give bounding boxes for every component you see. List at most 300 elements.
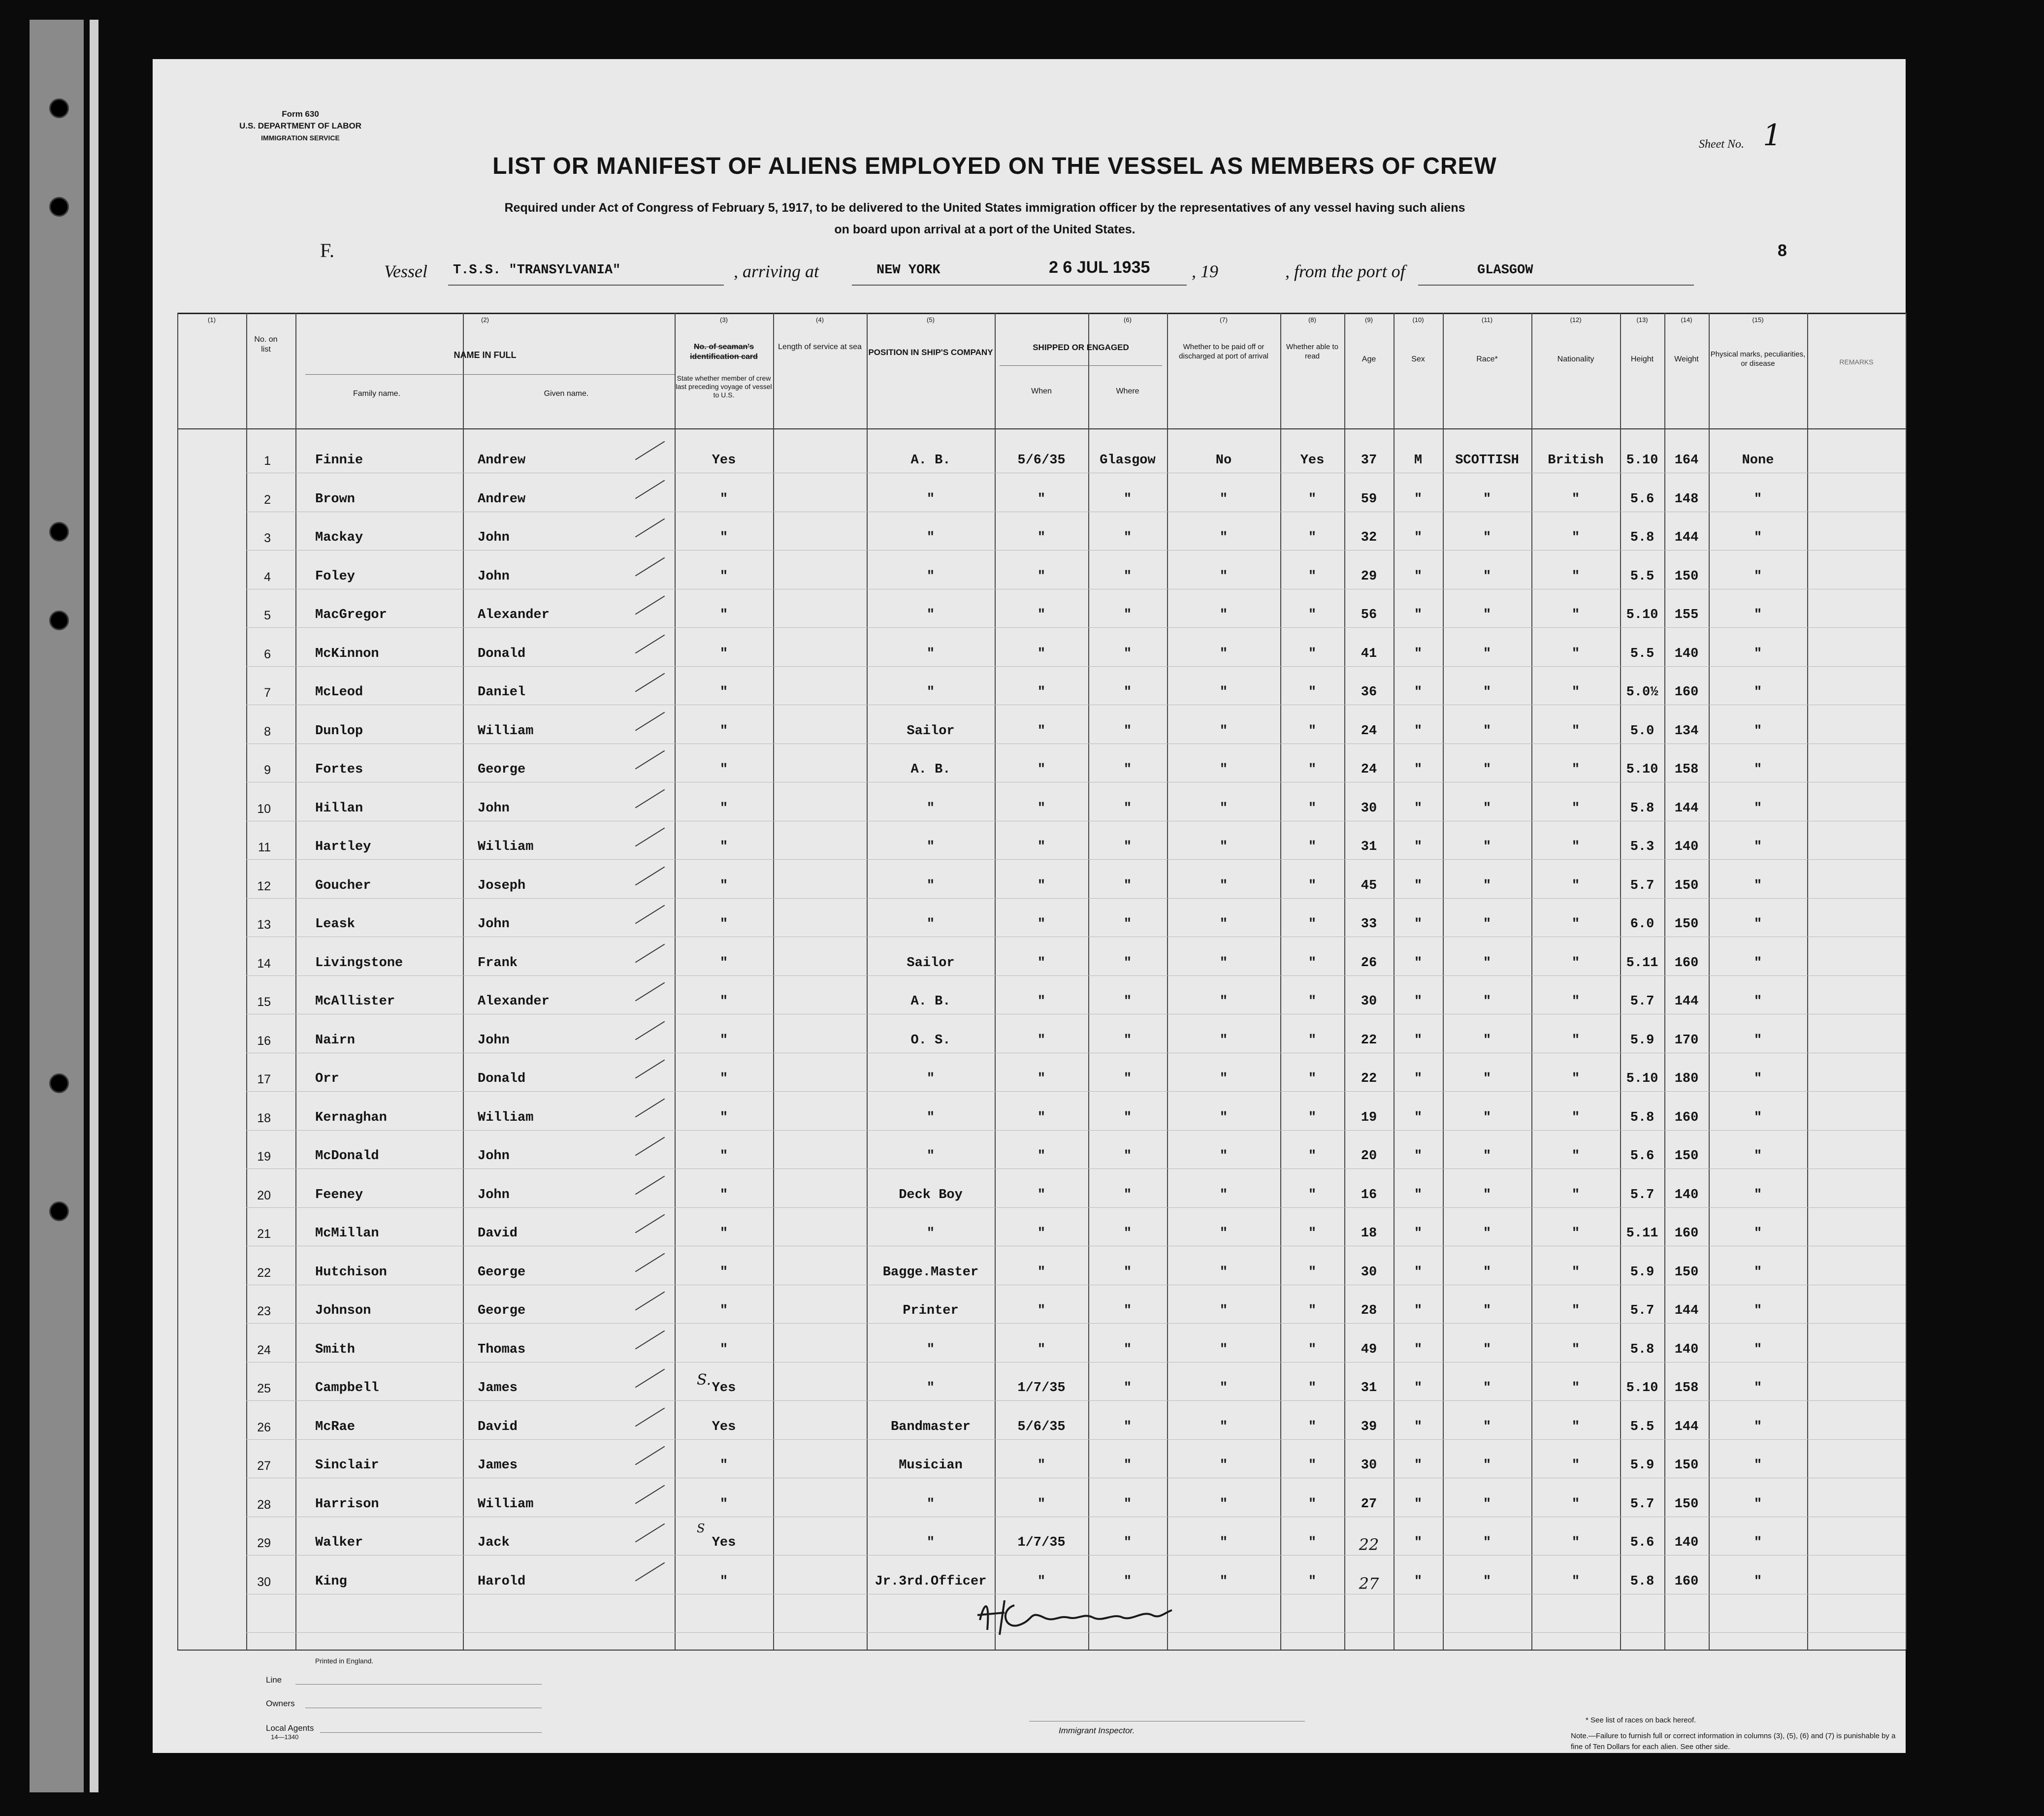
cell-paid: " xyxy=(1219,569,1228,584)
cell-paid: " xyxy=(1219,1574,1228,1589)
cell-paid: " xyxy=(1219,878,1228,893)
cell-physical: " xyxy=(1753,1071,1762,1086)
column-number: (10) xyxy=(1412,316,1424,324)
cell-paid: " xyxy=(1219,840,1228,854)
check-mark xyxy=(635,596,665,615)
cell-family: Mackay xyxy=(315,530,363,545)
row-number: 11 xyxy=(258,841,271,854)
cell-paid: " xyxy=(1219,917,1228,932)
cell-nationality: " xyxy=(1571,1419,1580,1434)
cell-race: SCOTTISH xyxy=(1455,453,1519,468)
cell-nationality: " xyxy=(1571,878,1580,893)
cell-height: 5.3 xyxy=(1630,840,1655,854)
row-number: 20 xyxy=(257,1188,271,1202)
cell-nationality: " xyxy=(1571,569,1580,584)
cell-paid: " xyxy=(1219,646,1228,661)
cell-sex: " xyxy=(1414,1149,1423,1164)
cell-prev: " xyxy=(719,723,728,739)
cell-paid: " xyxy=(1219,955,1228,971)
cell-age: 19 xyxy=(1361,1110,1377,1125)
cell-position: " xyxy=(926,530,935,545)
cell-height: 5.9 xyxy=(1630,1458,1655,1473)
cell-prev: " xyxy=(719,1071,728,1086)
table-bottom-border xyxy=(177,1650,1906,1651)
cell-nationality: " xyxy=(1571,1033,1580,1048)
header-given-name: Given name. xyxy=(544,389,589,398)
cell-given: Joseph xyxy=(478,878,526,893)
cell-read: " xyxy=(1308,1149,1317,1164)
cell-age: 28 xyxy=(1361,1303,1377,1318)
row-rule xyxy=(246,1168,1906,1169)
year-label: , 19 xyxy=(1192,261,1218,281)
cell-family: King xyxy=(315,1574,347,1589)
cell-nationality: " xyxy=(1571,1381,1580,1395)
cell-prev: Yes xyxy=(712,1381,736,1395)
cell-when: " xyxy=(1037,1265,1046,1280)
row-number: 26 xyxy=(257,1420,271,1434)
cell-family: Dunlop xyxy=(315,723,363,739)
check-mark xyxy=(635,634,665,653)
cell-family: McLeod xyxy=(315,685,363,700)
row-rule xyxy=(246,666,1906,667)
column-number: (5) xyxy=(927,316,935,324)
cell-family: Feeney xyxy=(315,1187,363,1202)
cell-read: " xyxy=(1308,1265,1317,1280)
cell-nationality: " xyxy=(1571,801,1580,816)
header-length-service: Length of service at sea xyxy=(778,343,862,351)
cell-read: Yes xyxy=(1300,453,1325,468)
cell-where: " xyxy=(1123,1303,1132,1318)
cell-nationality: " xyxy=(1571,994,1580,1009)
row-rule xyxy=(246,859,1906,860)
cell-family: Fortes xyxy=(315,762,363,777)
cell-when: " xyxy=(1037,685,1046,700)
cell-nationality: " xyxy=(1571,491,1580,507)
cell-given: Donald xyxy=(478,1071,526,1086)
header-physical-marks: Physical marks, peculiarities, or disease xyxy=(1710,350,1806,368)
cell-sex: " xyxy=(1414,801,1423,816)
cell-sex: M xyxy=(1414,453,1423,468)
cell-paid: " xyxy=(1219,685,1228,700)
cell-race: " xyxy=(1483,1265,1492,1280)
arriving-label: , arriving at xyxy=(734,261,819,281)
cell-height: 5.10 xyxy=(1626,1071,1658,1086)
form-code: 14—1340 xyxy=(271,1733,299,1741)
cell-race: " xyxy=(1483,762,1492,777)
cell-prev: " xyxy=(719,491,728,507)
column-divider xyxy=(773,313,774,1650)
row-number: 1 xyxy=(264,454,271,468)
cell-given: William xyxy=(478,1110,534,1125)
cell-age: 22 xyxy=(1361,1033,1377,1048)
departure-port: GLASGOW xyxy=(1477,263,1533,278)
cell-sex: " xyxy=(1414,1033,1423,1048)
cell-position: Bandmaster xyxy=(890,1419,971,1434)
row-number: 12 xyxy=(257,879,271,893)
cell-physical: " xyxy=(1753,608,1762,622)
cell-weight: 144 xyxy=(1674,994,1699,1009)
cell-given: George xyxy=(478,1303,526,1318)
check-mark xyxy=(635,480,665,499)
cell-paid: " xyxy=(1219,1381,1228,1395)
row-number: 4 xyxy=(264,570,271,584)
cell-paid: " xyxy=(1219,1342,1228,1357)
cell-when: " xyxy=(1037,840,1046,854)
cell-family: Leask xyxy=(315,917,356,932)
cell-given: John xyxy=(478,1187,510,1202)
cell-age: 30 xyxy=(1361,801,1377,816)
check-mark xyxy=(635,1098,665,1117)
cell-position: " xyxy=(926,1226,935,1241)
cell-family: Hartley xyxy=(315,840,371,854)
check-mark xyxy=(635,982,665,1002)
cell-age: 26 xyxy=(1361,955,1377,971)
cell-given: John xyxy=(478,569,510,584)
cell-height: 5.0½ xyxy=(1626,685,1658,700)
binder-edge xyxy=(90,20,98,1792)
cell-where: " xyxy=(1123,1071,1132,1086)
cell-height: 5.7 xyxy=(1630,994,1655,1009)
cell-when: " xyxy=(1037,530,1046,545)
cell-race: " xyxy=(1483,1071,1492,1086)
cell-position: Sailor xyxy=(907,723,955,739)
cell-where: " xyxy=(1123,685,1132,700)
cell-given: John xyxy=(478,1149,510,1164)
cell-prev: " xyxy=(719,1033,728,1048)
cell-sex: " xyxy=(1414,1574,1423,1589)
cell-physical: " xyxy=(1753,1149,1762,1164)
cell-race: " xyxy=(1483,1303,1492,1318)
punch-hole xyxy=(49,98,69,118)
cell-age: 41 xyxy=(1361,646,1377,661)
cell-paid: " xyxy=(1219,1496,1228,1512)
cell-given: John xyxy=(478,917,510,932)
cell-weight: 144 xyxy=(1674,1303,1699,1318)
cell-paid: " xyxy=(1219,1149,1228,1164)
cell-family: Brown xyxy=(315,491,356,507)
cell-read: " xyxy=(1308,685,1317,700)
cell-position: Sailor xyxy=(907,955,955,971)
check-mark xyxy=(635,1175,665,1195)
row-rule xyxy=(246,1323,1906,1324)
cell-sex: " xyxy=(1414,646,1423,661)
row-rule xyxy=(246,898,1906,899)
cell-position: " xyxy=(926,685,935,700)
from-port-label: , from the port of xyxy=(1285,261,1405,281)
cell-when: 1/7/35 xyxy=(1017,1535,1066,1550)
cell-where: " xyxy=(1123,1496,1132,1512)
cell-paid: " xyxy=(1219,1535,1228,1550)
cell-height: 5.11 xyxy=(1626,1226,1658,1241)
cell-weight: 150 xyxy=(1674,917,1699,932)
cell-sex: " xyxy=(1414,1187,1423,1202)
cell-paid: " xyxy=(1219,1071,1228,1086)
cell-physical: " xyxy=(1753,530,1762,545)
cell-when: " xyxy=(1037,1496,1046,1512)
cell-race: " xyxy=(1483,530,1492,545)
cell-read: " xyxy=(1308,762,1317,777)
requirement-text xyxy=(202,197,1768,240)
cell-prev: Yes xyxy=(712,1535,736,1550)
column-divider xyxy=(1664,313,1665,1650)
cell-family: Hillan xyxy=(315,801,363,816)
check-mark xyxy=(635,673,665,692)
cell-position: " xyxy=(926,1496,935,1512)
column-divider xyxy=(463,313,464,1650)
punch-hole xyxy=(49,197,69,217)
row-number: 19 xyxy=(257,1150,271,1164)
row-number: 30 xyxy=(257,1575,271,1589)
header-nationality: Nationality xyxy=(1557,355,1594,363)
column-divider xyxy=(246,313,247,1650)
cell-read: " xyxy=(1308,1187,1317,1202)
cell-height: 5.6 xyxy=(1630,1535,1655,1550)
column-divider xyxy=(1344,313,1345,1650)
cell-physical: " xyxy=(1753,723,1762,739)
row-number: 8 xyxy=(264,724,271,739)
cell-when: " xyxy=(1037,1187,1046,1202)
cell-position: " xyxy=(926,569,935,584)
cell-paid: " xyxy=(1219,530,1228,545)
cell-age: 16 xyxy=(1361,1187,1377,1202)
cell-race: " xyxy=(1483,1574,1492,1589)
cell-height: 5.8 xyxy=(1630,801,1655,816)
column-number: (12) xyxy=(1570,316,1582,324)
cell-where: " xyxy=(1123,1381,1132,1395)
cell-position: " xyxy=(926,840,935,854)
penalty-note: Note.—Failure to furnish full or correct information in columns (3), (5), (6) and (7) is punishable by a fine of Ten Dollars for each alien. See other side. xyxy=(1571,1732,1896,1751)
cell-nationality: " xyxy=(1571,955,1580,971)
cell-nationality: " xyxy=(1571,1187,1580,1202)
cell-family: Hutchison xyxy=(315,1265,387,1280)
cell-when: " xyxy=(1037,955,1046,971)
cell-prev: " xyxy=(719,569,728,584)
cell-race: " xyxy=(1483,917,1492,932)
cell-nationality: " xyxy=(1571,1574,1580,1589)
corner-mark: 8 xyxy=(1778,241,1787,260)
cell-read: " xyxy=(1308,1496,1317,1512)
cell-family: Johnson xyxy=(315,1303,371,1318)
cell-where: " xyxy=(1123,1419,1132,1434)
cell-when: " xyxy=(1037,878,1046,893)
cell-height: 5.5 xyxy=(1630,569,1655,584)
cell-family: Kernaghan xyxy=(315,1110,387,1125)
cell-read: " xyxy=(1308,646,1317,661)
cell-sex: " xyxy=(1414,608,1423,622)
cell-physical: " xyxy=(1753,1187,1762,1202)
cell-race: " xyxy=(1483,646,1492,661)
cell-age: 30 xyxy=(1361,994,1377,1009)
cell-nationality: " xyxy=(1571,762,1580,777)
line-underline xyxy=(295,1684,542,1685)
cell-race: " xyxy=(1483,1149,1492,1164)
cell-physical: " xyxy=(1753,1226,1762,1241)
check-mark xyxy=(635,519,665,538)
column-divider xyxy=(1167,313,1168,1650)
cell-age: 30 xyxy=(1361,1265,1377,1280)
cell-read: " xyxy=(1308,491,1317,507)
header-position: POSITION IN SHIP'S COMPANY xyxy=(868,348,993,357)
cell-read: " xyxy=(1308,530,1317,545)
cell-read: " xyxy=(1308,994,1317,1009)
cell-height: 5.7 xyxy=(1630,878,1655,893)
cell-given: William xyxy=(478,840,534,854)
cell-prev: " xyxy=(719,1187,728,1202)
cell-prev: " xyxy=(719,1458,728,1473)
cell-where: " xyxy=(1123,530,1132,545)
cell-weight: 160 xyxy=(1674,1574,1699,1589)
cell-prev: " xyxy=(719,994,728,1009)
cell-weight: 150 xyxy=(1674,1265,1699,1280)
cell-weight: 134 xyxy=(1674,723,1699,739)
cell-weight: 150 xyxy=(1674,569,1699,584)
agents-label: Local Agents xyxy=(266,1723,314,1733)
cell-age: 29 xyxy=(1361,569,1377,584)
row-number: 13 xyxy=(257,918,271,932)
column-number: (2) xyxy=(481,316,489,324)
check-mark xyxy=(635,1485,665,1504)
cell-weight: 180 xyxy=(1674,1071,1699,1086)
form-number: Form 630 xyxy=(282,109,319,119)
cell-read: " xyxy=(1308,1303,1317,1318)
cell-nationality: " xyxy=(1571,1265,1580,1280)
cell-given: George xyxy=(478,1265,526,1280)
check-mark xyxy=(635,1562,665,1581)
cell-prev: " xyxy=(719,1110,728,1125)
cell-where: " xyxy=(1123,1265,1132,1280)
cell-given: Frank xyxy=(478,955,518,971)
cell-height: 5.8 xyxy=(1630,1342,1655,1357)
cell-age: 45 xyxy=(1361,878,1377,893)
cell-physical: " xyxy=(1753,840,1762,854)
cell-race: " xyxy=(1483,955,1492,971)
header-when: When xyxy=(1031,387,1052,395)
cell-given: John xyxy=(478,1033,510,1048)
cell-sex: " xyxy=(1414,955,1423,971)
check-mark xyxy=(635,1137,665,1156)
cell-family: Orr xyxy=(315,1071,339,1086)
cell-prev: " xyxy=(719,530,728,545)
cell-nationality: British xyxy=(1548,453,1604,468)
cell-sex: " xyxy=(1414,840,1423,854)
cell-prev: " xyxy=(719,685,728,700)
header-bottom-border xyxy=(177,428,1906,429)
column-divider xyxy=(1807,313,1808,1650)
binder-strip xyxy=(30,20,84,1792)
cell-nationality: " xyxy=(1571,1226,1580,1241)
cell-where: " xyxy=(1123,1458,1132,1473)
cell-given: John xyxy=(478,801,510,816)
cell-read: " xyxy=(1308,1110,1317,1125)
cell-physical: " xyxy=(1753,569,1762,584)
header-paid-off: Whether to be paid off or discharged at port of arrival xyxy=(1179,343,1268,360)
cell-weight: 144 xyxy=(1674,1419,1699,1434)
column-number: (4) xyxy=(816,316,824,324)
cell-age: 31 xyxy=(1361,840,1377,854)
cell-weight: 150 xyxy=(1674,878,1699,893)
shipped-divider xyxy=(1000,365,1162,366)
cell-height: 5.8 xyxy=(1630,1110,1655,1125)
cell-height: 5.5 xyxy=(1630,646,1655,661)
cell-height: 5.7 xyxy=(1630,1303,1655,1318)
cell-family: McKinnon xyxy=(315,646,379,661)
cell-given: James xyxy=(478,1381,518,1395)
check-mark xyxy=(635,750,665,770)
cell-when: " xyxy=(1037,1149,1046,1164)
cell-physical: " xyxy=(1753,491,1762,507)
cell-physical: " xyxy=(1753,1303,1762,1318)
cell-given: Thomas xyxy=(478,1342,526,1357)
column-divider xyxy=(1906,313,1907,1650)
cell-physical: " xyxy=(1753,1381,1762,1395)
row-number: 18 xyxy=(257,1111,271,1125)
cell-where: " xyxy=(1123,1110,1132,1125)
check-mark xyxy=(635,943,665,963)
cell-when: " xyxy=(1037,646,1046,661)
cell-weight: 158 xyxy=(1674,762,1699,777)
cell-read: " xyxy=(1308,917,1317,932)
column-number: (1) xyxy=(208,316,216,324)
cell-read: " xyxy=(1308,1419,1317,1434)
header-weight: Weight xyxy=(1674,355,1699,363)
punch-hole xyxy=(49,611,69,630)
header-family-name: Family name. xyxy=(353,389,401,398)
column-divider xyxy=(1280,313,1281,1650)
cell-when: " xyxy=(1037,801,1046,816)
cell-when: " xyxy=(1037,917,1046,932)
cell-physical: " xyxy=(1753,1535,1762,1550)
row-number: 2 xyxy=(264,492,271,507)
row-number: 22 xyxy=(257,1265,271,1280)
cell-position: " xyxy=(926,1342,935,1357)
cell-when: " xyxy=(1037,1303,1046,1318)
cell-given: George xyxy=(478,762,526,777)
cell-family: MacGregor xyxy=(315,608,387,622)
cell-position: A. B. xyxy=(910,453,951,468)
cell-weight: 150 xyxy=(1674,1496,1699,1512)
cell-given: James xyxy=(478,1458,518,1473)
cell-where: " xyxy=(1123,1033,1132,1048)
cell-family: Foley xyxy=(315,569,356,584)
cell-where: " xyxy=(1123,646,1132,661)
cell-position: Musician xyxy=(899,1458,963,1473)
cell-when: " xyxy=(1037,1226,1046,1241)
cell-read: " xyxy=(1308,840,1317,854)
cell-physical: " xyxy=(1753,646,1762,661)
cell-position: A. B. xyxy=(910,994,951,1009)
column-divider xyxy=(295,313,296,1650)
cell-paid: " xyxy=(1219,1226,1228,1241)
cell-nationality: " xyxy=(1571,530,1580,545)
header-no-on-list: No. on list xyxy=(254,335,278,354)
agents-underline xyxy=(320,1732,542,1733)
cell-height: 6.0 xyxy=(1630,917,1655,932)
cell-given: Alexander xyxy=(478,994,550,1009)
cell-when: " xyxy=(1037,1574,1046,1589)
cell-prev: " xyxy=(719,1303,728,1318)
page-title: LIST OR MANIFEST OF ALIENS EMPLOYED ON THE VESSEL AS MEMBERS OF CREW xyxy=(492,153,1497,179)
cell-age: 18 xyxy=(1361,1226,1377,1241)
cell-when: 5/6/35 xyxy=(1017,453,1066,468)
header-able-read: Whether able to read xyxy=(1286,343,1338,360)
cell-race: " xyxy=(1483,1496,1492,1512)
cell-read: " xyxy=(1308,801,1317,816)
cell-nationality: " xyxy=(1571,608,1580,622)
cell-height: 5.0 xyxy=(1630,723,1655,739)
vessel-underline xyxy=(448,285,724,286)
check-mark xyxy=(635,1214,665,1233)
header-race: Race* xyxy=(1476,355,1498,363)
